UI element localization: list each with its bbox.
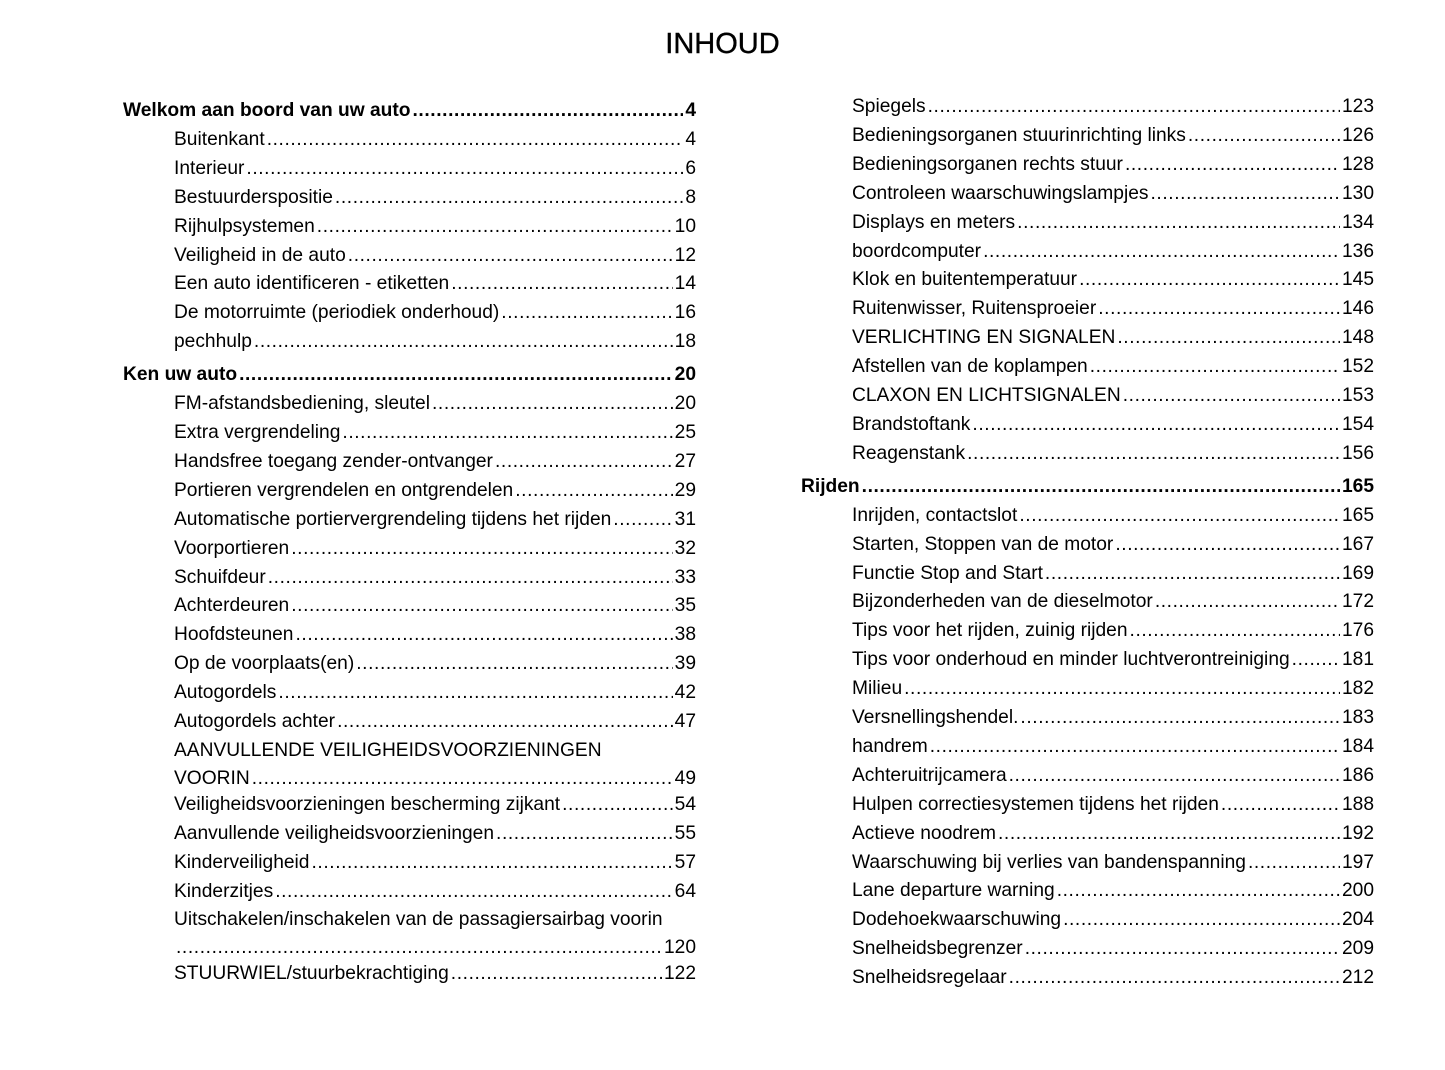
toc-page-number: 49 [674,767,696,789]
toc-section-entry[interactable] [801,473,1374,502]
toc-page-number: 8 [685,186,696,208]
toc-page-number: 123 [1341,96,1374,117]
toc-entry-label: Automatische portiervergrendeling tijdens het rijden [174,508,612,530]
toc-entry-label: Displays en meters [852,211,1016,233]
toc-entry[interactable] [123,270,696,299]
toc-entry[interactable] [801,791,1374,820]
toc-entry[interactable] [801,382,1374,411]
toc-entry[interactable] [123,820,696,849]
toc-entry[interactable] [801,906,1374,935]
toc-page-number: 181 [1341,649,1374,671]
dot-leader [432,390,673,419]
dot-leader [246,155,683,184]
toc-page-number: 130 [1341,182,1374,204]
toc-entry-label: Bestuurderspositie [174,186,333,208]
toc-page-number: 153 [1341,385,1374,407]
toc-entry-label: Tips voor het rijden, zuinig rijden [852,620,1128,642]
dot-leader [348,242,673,271]
toc-section-entry[interactable] [123,97,696,126]
toc-page-number: 154 [1341,413,1374,435]
dot-leader [1057,877,1340,906]
dot-leader [495,448,673,477]
toc-page-number: 192 [1341,822,1374,844]
toc-entry[interactable] [123,708,696,737]
dot-leader [451,270,672,299]
toc-entry[interactable] [123,592,696,621]
dot-leader [413,97,684,126]
dot-leader [267,126,684,155]
toc-page-number: 172 [1341,591,1374,613]
dot-leader [1115,531,1340,560]
dot-leader [1117,324,1340,353]
dot-leader [337,708,673,737]
toc-entry-label: Starten, Stoppen van de motor [852,533,1114,555]
dot-leader [930,733,1340,762]
dot-leader [268,564,673,593]
toc-entry[interactable] [801,353,1374,382]
toc-page-number: 39 [674,653,696,675]
toc-entry[interactable] [123,621,696,650]
toc-entry[interactable] [123,535,696,564]
toc-entry-label: Snelheidsbegrenzer [852,938,1023,960]
dot-leader [1063,906,1340,935]
toc-entry[interactable] [801,324,1374,353]
toc-entry-label: Brandstoftank [852,413,971,435]
dot-leader [1019,502,1340,531]
toc-page-number: 54 [674,793,696,815]
toc-entry[interactable] [123,906,696,960]
toc-entry[interactable] [801,531,1374,560]
dot-leader [1125,151,1340,180]
toc-page-number: 38 [674,624,696,646]
toc-page-number: 145 [1341,269,1374,291]
toc-page-number: 57 [674,851,696,873]
dot-leader [1009,762,1340,791]
toc-page-number: 10 [674,215,696,237]
toc-entry-label: boordcomputer [852,240,982,262]
dot-leader [291,592,672,621]
dot-leader [275,878,672,907]
toc-entry[interactable] [801,411,1374,440]
toc-entry-label: Afstellen van de koplampen [852,356,1088,378]
toc-page-number: 18 [674,331,696,353]
toc-column-left [123,97,696,989]
toc-page-number: 167 [1341,533,1374,555]
toc-page-number: 136 [1341,240,1374,262]
dot-leader [311,849,672,878]
toc-entry-label: Milieu [852,678,903,700]
toc-page-number: 184 [1341,735,1374,757]
dot-leader [1025,935,1340,964]
toc-entry[interactable] [801,877,1374,906]
toc-entry-label: handrem [852,735,928,757]
toc-column-right [801,93,1374,993]
toc-entry-label: Veiligheidsvoorzieningen bescherming zijkant [174,793,561,815]
toc-entry[interactable] [801,502,1374,531]
toc-entry[interactable] [801,440,1374,469]
toc-page-number: 47 [674,711,696,733]
toc-entry-label: Dodehoekwaarschuwing [852,909,1062,931]
toc-entry[interactable] [123,564,696,593]
toc-entry[interactable] [123,390,696,419]
toc-entry[interactable] [801,704,1374,733]
toc-page-number: 20 [674,393,696,415]
dot-leader [562,791,673,820]
toc-entry-label: Op de voorplaats(en) [174,653,355,675]
dot-leader [295,621,672,650]
toc-entry[interactable] [123,849,696,878]
toc-page-number: 25 [674,421,696,443]
toc-entry[interactable] [801,762,1374,791]
toc-entry-label: De motorruimte (periodiek onderhoud) [174,302,500,324]
toc-entry-label: Inrijden, contactslot [852,504,1018,526]
dot-leader [451,960,662,989]
dot-leader [496,820,673,849]
toc-entry-label: Interieur [174,157,245,179]
toc-entry-label: pechhulp [174,331,252,353]
toc-entry-label: Uitschakelen/inschakelen van de passagiersairbag voorin [174,909,663,931]
toc-page-number: 64 [674,880,696,902]
toc-entry[interactable] [801,238,1374,267]
dot-leader [904,675,1340,704]
toc-entry-label: Buitenkant [174,128,265,150]
dot-leader [1045,560,1340,589]
toc-entry-label: Tips voor onderhoud en minder luchtverontreiniging [852,649,1290,671]
dot-leader [1009,964,1340,993]
toc-entry-label: Een auto identificeren - etiketten [174,273,450,295]
dot-leader [342,419,672,448]
toc-entry[interactable] [123,506,696,535]
toc-page-number: 20 [674,364,696,386]
toc-entry-label: Aanvullende veiligheidsvoorzieningen [174,822,495,844]
toc-page-number: 165 [1341,504,1374,526]
dot-leader [515,477,672,506]
toc-page-number: 4 [685,128,696,150]
toc-page-number: 126 [1341,124,1374,146]
toc-entry[interactable] [801,151,1374,180]
toc-entry-label: Hulpen correctiesystemen tijdens het rijden [852,793,1219,815]
toc-page-number: 32 [674,537,696,559]
toc-page-number: 27 [674,450,696,472]
toc-section-entry[interactable] [123,361,696,390]
toc-entry[interactable] [123,242,696,271]
toc-entry[interactable] [801,209,1374,238]
toc-entry-label: Handsfree toegang zender-ontvanger [174,450,493,472]
toc-page-number: 186 [1341,764,1374,786]
dot-leader [1151,180,1340,209]
dot-leader [1155,588,1340,617]
toc-entry-label: VERLICHTING EN SIGNALEN [852,327,1116,349]
toc-entry-label: Bedieningsorganen rechts stuur [852,153,1123,175]
dot-leader [1248,849,1340,878]
toc-page-number: 128 [1341,153,1374,175]
toc-page-number: 188 [1341,793,1374,815]
dot-leader [613,506,672,535]
toc-page-number: 152 [1341,356,1374,378]
toc-entry[interactable] [123,650,696,679]
toc-page-number: 146 [1341,298,1374,320]
toc-page-number: 169 [1341,562,1374,584]
dot-leader [1090,353,1340,382]
toc-page-number: 165 [1341,475,1374,497]
dot-leader [928,93,1340,122]
toc-entry[interactable] [123,477,696,506]
toc-entry-label: Autogordels [174,682,277,704]
dot-leader [998,820,1340,849]
toc-entry[interactable] [801,180,1374,209]
toc-entry[interactable] [801,849,1374,878]
toc-entry-label: Kinderveiligheid [174,851,310,873]
toc-entry-label: Portieren vergrendelen en ontgrendelen [174,479,514,501]
toc-entry[interactable] [801,93,1374,122]
dot-leader [1020,704,1340,733]
toc-entry-label: STUURWIEL/stuurbekrachtiging [174,963,449,985]
toc-page-number: 6 [685,157,696,179]
toc-entry-label: Waarschuwing bij verlies van bandenspanning [852,851,1246,873]
toc-page-number: 12 [674,244,696,266]
toc-entry-label: Rijhulpsystemen [174,215,315,237]
toc-entry[interactable] [801,733,1374,762]
toc-entry[interactable] [801,820,1374,849]
toc-entry-label: Schuifdeur [174,566,266,588]
toc-page-number: 176 [1341,620,1374,642]
toc-entry[interactable] [123,328,696,357]
dot-leader [983,238,1340,267]
dot-leader [1292,646,1340,675]
toc-entry-label: Ruitenwisser, Ruitensproeier [852,298,1097,320]
toc-entry[interactable] [801,122,1374,151]
dot-leader [1017,209,1340,238]
toc-page-number: 4 [685,100,696,121]
dot-leader [1079,266,1340,295]
dot-leader [501,299,672,328]
toc-entry-label: Bedieningsorganen stuurinrichting links [852,124,1186,146]
toc-entry-label: Versnellingshendel. [852,707,1019,729]
dot-leader [1130,617,1340,646]
toc-entry-label-continued: VOORIN [174,767,250,789]
dot-leader [239,361,673,390]
toc-entry[interactable] [801,588,1374,617]
toc-entry-label: Spiegels [852,96,926,117]
dot-leader [1221,791,1340,820]
toc-entry[interactable] [123,419,696,448]
toc-entry[interactable] [801,646,1374,675]
dot-leader [967,440,1340,469]
toc-page-number: 134 [1341,211,1374,233]
dot-leader [972,411,1340,440]
dot-leader [176,935,662,960]
toc-page-number: 120 [663,937,696,959]
toc-page-number: 33 [674,566,696,588]
toc-page-number: 204 [1341,909,1374,931]
toc-entry-label: Veiligheid in de auto [174,244,346,266]
toc-entry[interactable] [123,299,696,328]
toc-page-number: 14 [674,273,696,295]
toc-entry[interactable] [801,266,1374,295]
toc-entry-label: Hoofdsteunen [174,624,294,646]
toc-entry[interactable] [123,960,696,989]
dot-leader [1188,122,1340,151]
toc-section-label: Ken uw auto [123,364,238,386]
toc-page-number: 42 [674,682,696,704]
toc-entry[interactable] [801,675,1374,704]
toc-entry-label: Functie Stop and Start [852,562,1043,584]
dot-leader [1098,295,1340,324]
toc-entry[interactable] [123,679,696,708]
toc-entry-label: Controleen waarschuwingslampjes [852,182,1149,204]
toc-entry[interactable] [123,791,696,820]
toc-entry[interactable] [123,737,696,791]
dot-leader [252,766,673,791]
toc-entry-label: Reagenstank [852,442,966,464]
toc-entry[interactable] [801,617,1374,646]
toc-entry-label: Achteruitrijcamera [852,764,1007,786]
toc-entry-label: AANVULLENDE VEILIGHEIDSVOORZIENINGEN [174,739,602,761]
toc-entry-label: FM-afstandsbediening, sleutel [174,393,430,415]
toc-entry[interactable] [801,560,1374,589]
toc-entry-label: Bijzonderheden van de dieselmotor [852,591,1153,613]
toc-page-number: 182 [1341,678,1374,700]
toc-entry-label: Achterdeuren [174,595,290,617]
toc-entry-label: Extra vergrendeling [174,421,341,443]
toc-entry[interactable] [123,878,696,907]
toc-entry-label: Lane departure warning [852,880,1055,902]
dot-leader [356,650,672,679]
toc-page-number: 122 [663,963,696,985]
toc-section-label: Rijden [801,475,860,497]
dot-leader [862,473,1340,502]
toc-entry-label: Voorportieren [174,537,290,559]
dot-leader [291,535,672,564]
toc-entry-label: Autogordels achter [174,711,336,733]
toc-page-number: 35 [674,595,696,617]
toc-entry[interactable] [123,448,696,477]
toc-page-number: 209 [1341,938,1374,960]
toc-page-number: 55 [674,822,696,844]
toc-page-number: 183 [1341,707,1374,729]
toc-page-number: 197 [1341,851,1374,873]
toc-entry-label: CLAXON EN LICHTSIGNALEN [852,385,1121,407]
dot-leader [335,184,683,213]
toc-page-number: 31 [674,508,696,530]
toc-page-number: 156 [1341,442,1374,464]
toc-entry-label: Kinderzitjes [174,880,274,902]
toc-entry[interactable] [123,184,696,213]
toc-section-label: Welkom aan boord van uw auto [123,100,411,121]
toc-page-number: 16 [674,302,696,324]
dot-leader [254,328,673,357]
page-title: INHOUD [665,28,780,60]
toc-page-number: 212 [1341,967,1374,989]
dot-leader [317,213,673,242]
dot-leader [278,679,672,708]
toc-entry[interactable] [801,935,1374,964]
toc-page-number: 29 [674,479,696,501]
toc-entry[interactable] [123,126,696,155]
dot-leader [1123,382,1340,411]
toc-entry-label: Actieve noodrem [852,822,996,844]
toc-page-number: 148 [1341,327,1374,349]
toc-entry[interactable] [801,295,1374,324]
toc-entry[interactable] [123,155,696,184]
toc-entry[interactable] [123,213,696,242]
toc-entry[interactable] [801,964,1374,993]
toc-entry-label: Klok en buitentemperatuur [852,269,1078,291]
toc-entry-label: Snelheidsregelaar [852,967,1007,989]
toc-page-number: 200 [1341,880,1374,902]
